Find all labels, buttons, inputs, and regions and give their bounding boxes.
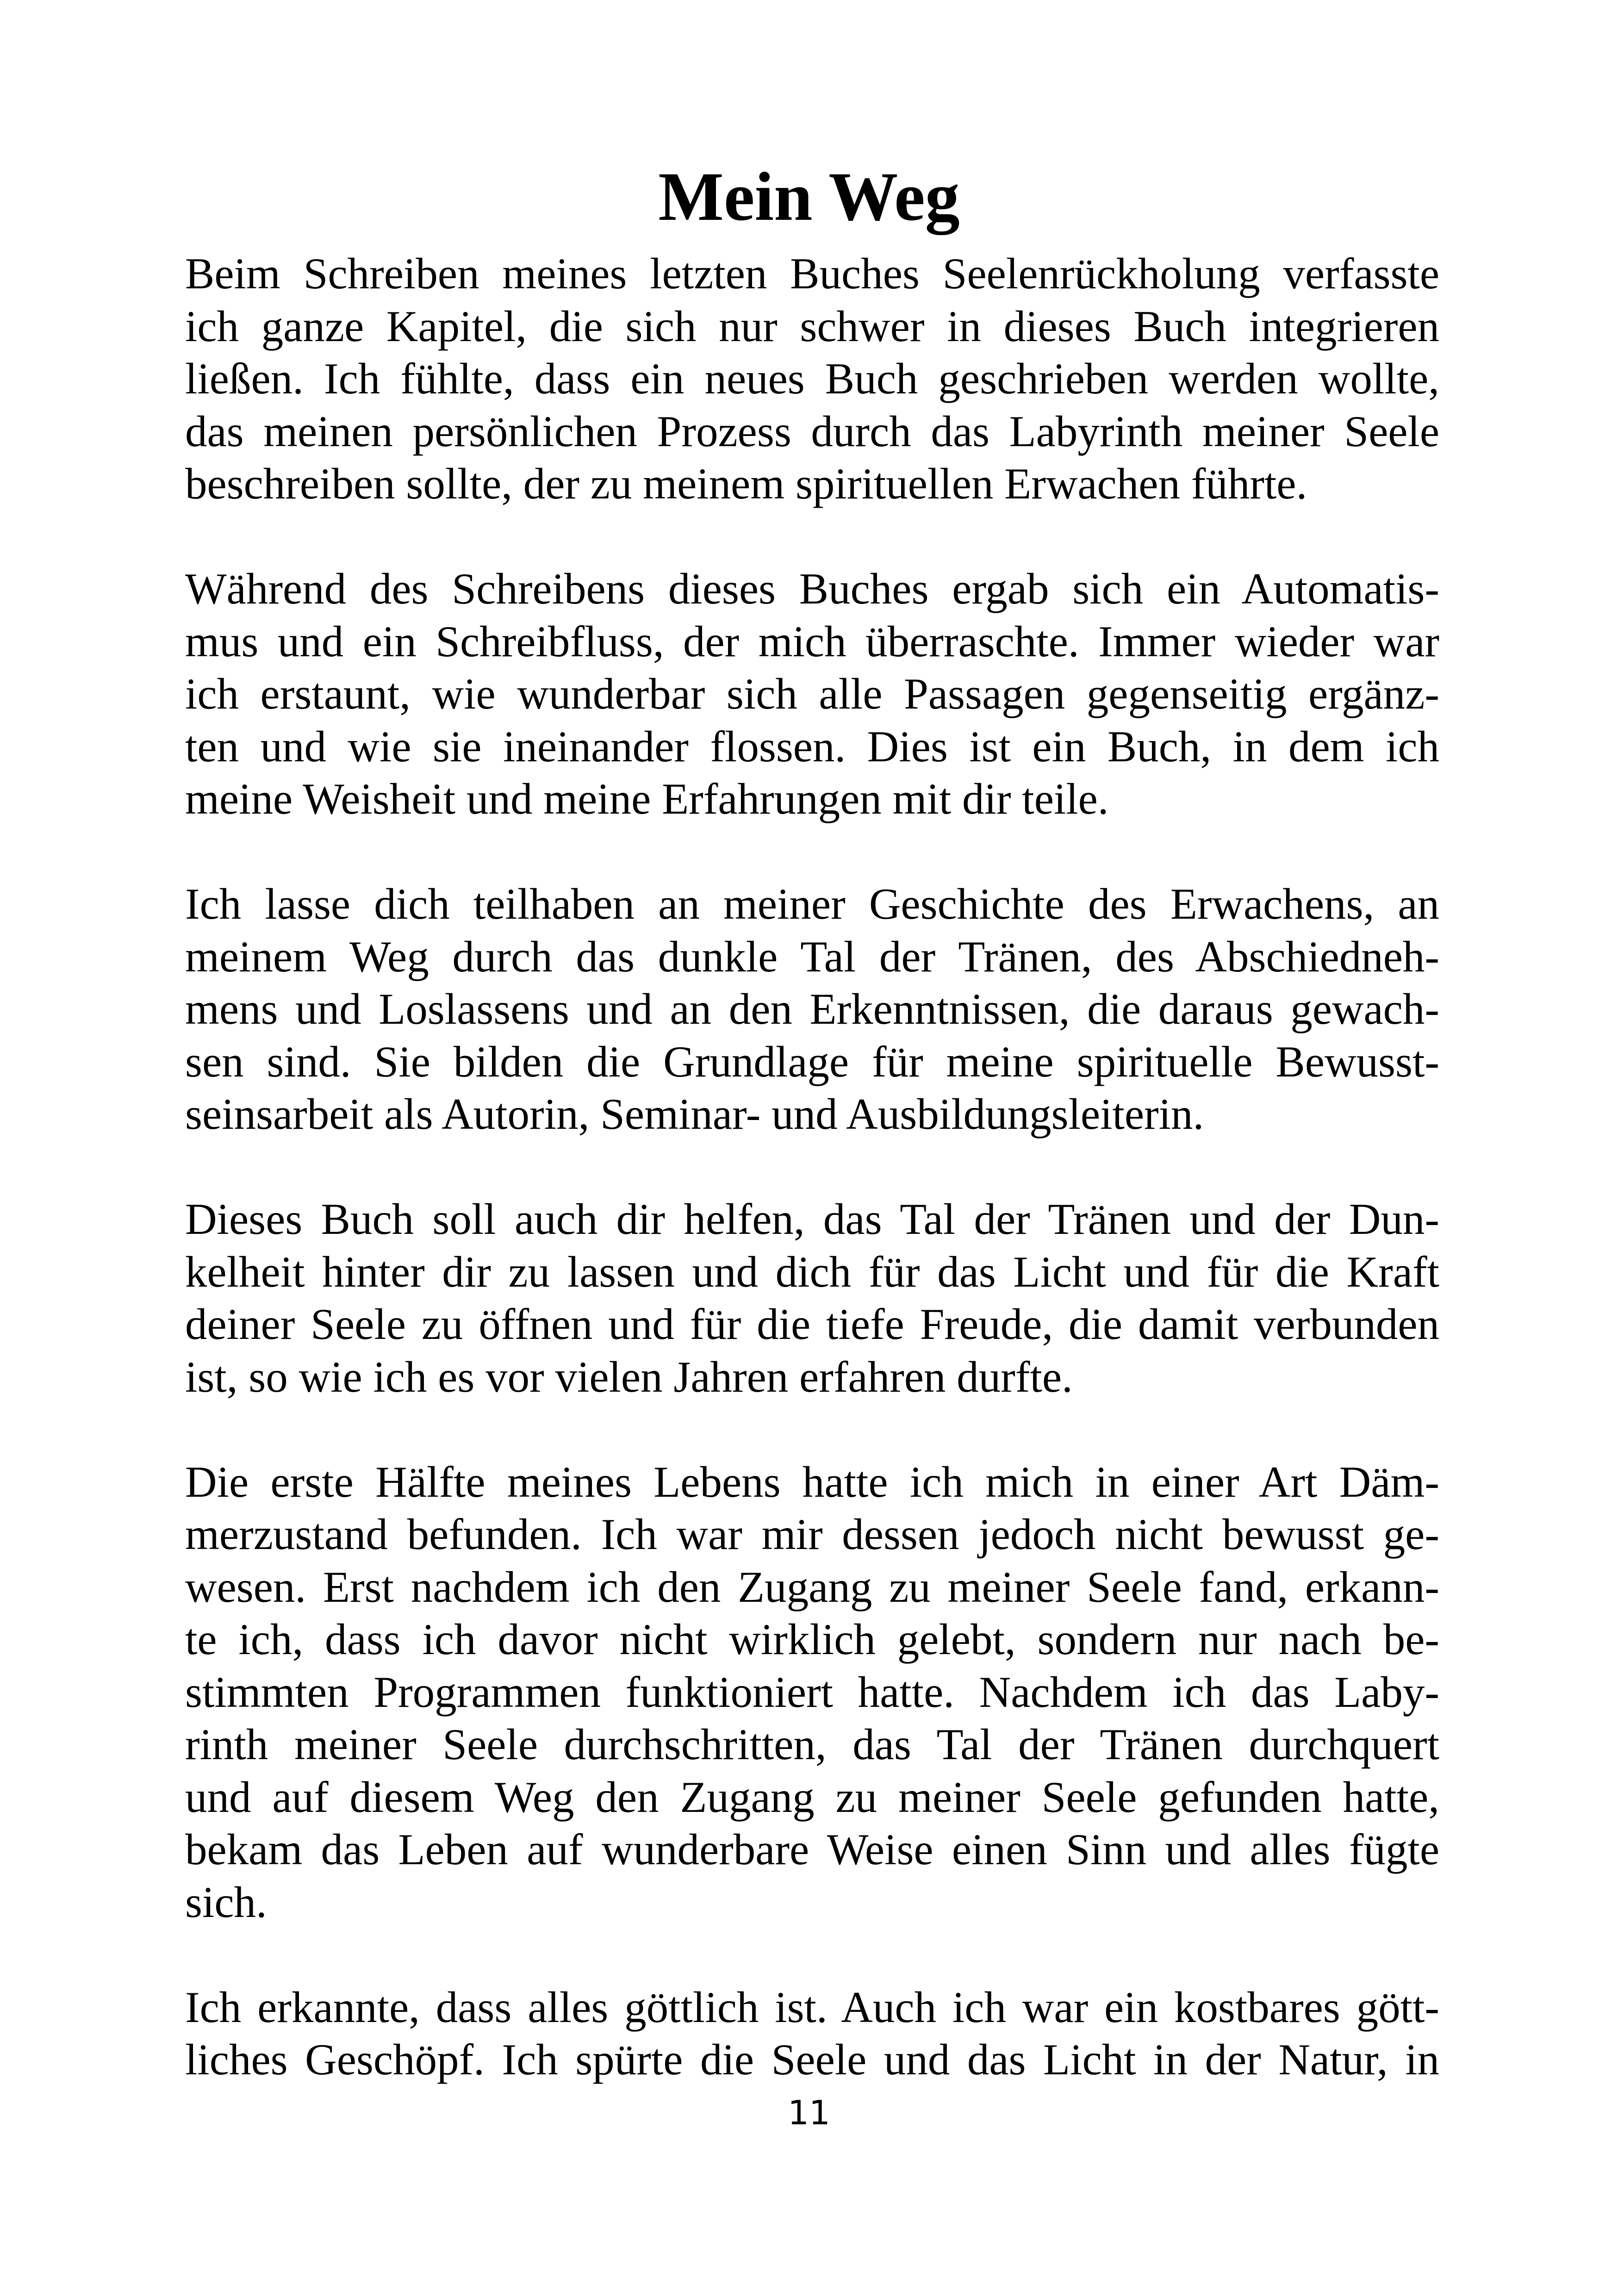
paragraph-gap	[185, 1929, 1439, 1981]
paragraph-gap	[185, 1141, 1439, 1194]
text-line: wesen. Erst nachdem ich den Zugang zu meiner Seele fand, erkann-	[185, 1562, 1439, 1612]
body-text	[185, 248, 1439, 2086]
text-line: stimmten Programmen funktioniert hatte. Nachdem ich das Laby-	[185, 1667, 1439, 1717]
page-title: Mein Weg	[658, 158, 960, 235]
text-line: ließen. Ich fühlte, dass ein neues Buch geschrieben werden wollte,	[185, 354, 1439, 403]
text-line: ist, so wie ich es vor vielen Jahren erfahren durfte.	[185, 1352, 1073, 1401]
text-line: ten und wie sie ineinander flossen. Dies ist ein Buch, in dem ich	[185, 722, 1439, 771]
text-line: Die erste Hälfte meines Lebens hatte ich mich in einer Art Däm-	[185, 1457, 1439, 1506]
text-line: ich ganze Kapitel, die sich nur schwer in dieses Buch integrieren	[185, 301, 1439, 351]
text-line: beschreiben sollte, der zu meinem spirituellen Erwachen führte.	[185, 459, 1307, 508]
text-line: das meinen persönlichen Prozess durch das Labyrinth meiner Seele	[185, 406, 1439, 456]
text-line: rinth meiner Seele durchschritten, das Tal der Tränen durchquert	[185, 1720, 1439, 1769]
paragraph-gap	[185, 1403, 1439, 1456]
text-line: Dieses Buch soll auch dir helfen, das Tal der Tränen und der Dun-	[185, 1195, 1439, 1244]
text-line: mus und ein Schreibfluss, der mich überraschte. Immer wieder war	[185, 616, 1439, 666]
text-line: Ich lasse dich teilhaben an meiner Geschichte des Erwachens, an	[185, 879, 1439, 928]
text-line: seinsarbeit als Autorin, Seminar- und Ausbildungsleiterin.	[185, 1089, 1204, 1139]
text-line: Ich erkannte, dass alles göttlich ist. Auch ich war ein kostbares gött-	[185, 1982, 1439, 2032]
text-line: ich erstaunt, wie wunderbar sich alle Passagen gegenseitig ergänz-	[185, 669, 1439, 718]
text-line: und auf diesem Weg den Zugang zu meiner Seele gefunden hatte,	[185, 1772, 1439, 1822]
text-line: liches Geschöpf. Ich spürte die Seele und das Licht in der Natur, in	[185, 2035, 1439, 2084]
text-line: meinem Weg durch das dunkle Tal der Tränen, des Abschiedneh-	[185, 932, 1439, 981]
text-line: Während des Schreibens dieses Buches ergab sich ein Automatis-	[185, 564, 1439, 613]
paragraph-gap	[185, 510, 1439, 563]
paragraph-gap	[185, 826, 1439, 878]
paragraph-6	[185, 1981, 1439, 2086]
text-line: bekam das Leben auf wunderbare Weise einen Sinn und alles fügte	[185, 1825, 1439, 1874]
text-line: Beim Schreiben meines letzten Buches Seelenrückholung verfasste	[185, 249, 1439, 298]
paragraph-3	[185, 878, 1439, 1141]
text-line: deiner Seele zu öffnen und für die tiefe Freude, die damit verbunden	[185, 1300, 1439, 1349]
paragraph-4	[185, 1193, 1439, 1403]
paragraph-5	[185, 1456, 1439, 1929]
text-line: mens und Loslassens und an den Erkenntnissen, die daraus gewach-	[185, 984, 1439, 1033]
text-line: te ich, dass ich davor nicht wirklich gelebt, sondern nur nach be-	[185, 1615, 1439, 1664]
paragraph-2	[185, 563, 1439, 826]
text-line: sen sind. Sie bilden die Grundlage für meine spirituelle Bewusst-	[185, 1037, 1439, 1086]
text-line: sich.	[185, 1877, 267, 1927]
paragraph-1	[185, 248, 1439, 510]
text-line: meine Weisheit und meine Erfahrungen mit dir teile.	[185, 774, 1109, 823]
page-number: 11	[788, 2093, 830, 2132]
text-line: kelheit hinter dir zu lassen und dich für das Licht und für die Kraft	[185, 1247, 1439, 1296]
text-line: merzustand befunden. Ich war mir dessen jedoch nicht bewusst ge-	[185, 1510, 1439, 1559]
